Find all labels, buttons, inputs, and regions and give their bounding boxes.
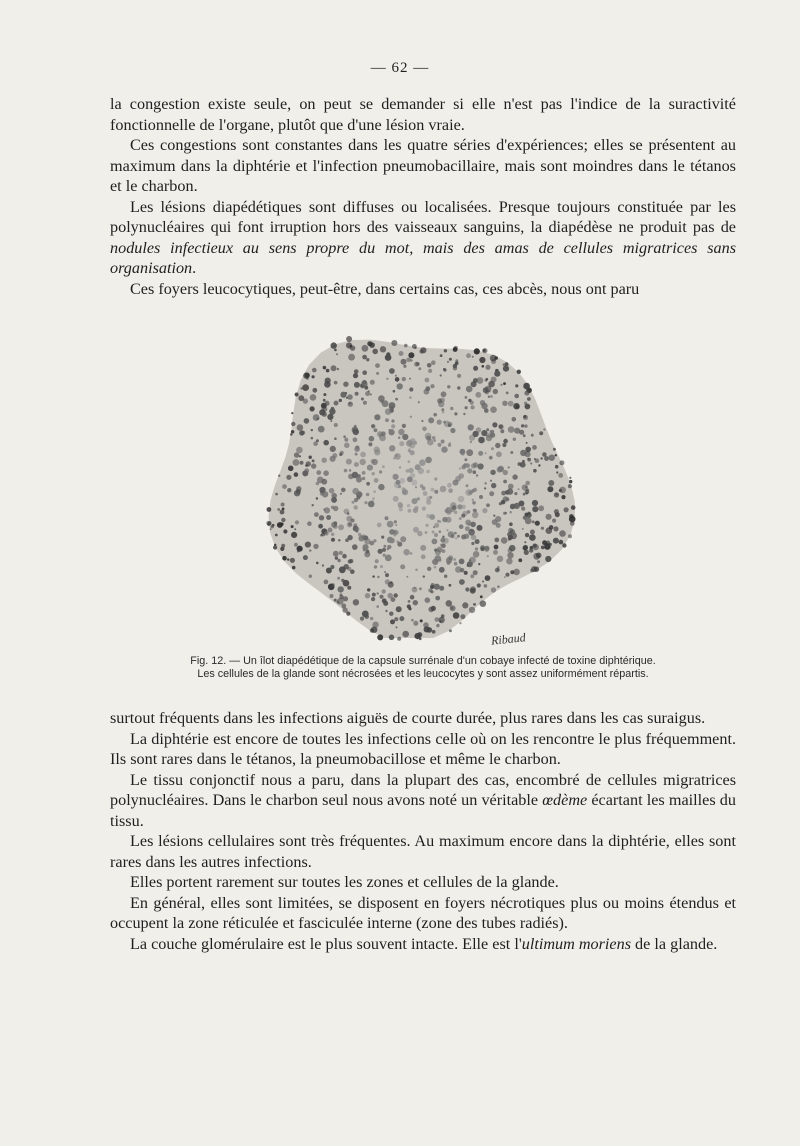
text-run: La couche glomérulaire est le plus souvent intacte. Elle est l' (130, 934, 522, 953)
paragraph: Elles portent rarement sur toutes les zones et cellules de la glande. (130, 873, 559, 891)
paragraph: La diphtérie est encore de toutes les infections celle où on les rencontre le plus fréquemment. Ils sont rares dans le tétanos, la pneumobacillose et même le charbon. (110, 729, 736, 768)
italic-text: nodules infectieux au sens propre du mot, mais des amas de cellules migratrices sans organisation (110, 238, 736, 277)
text-run: de la glande. (631, 934, 718, 953)
figure-caption (110, 655, 736, 681)
text-block-bottom (110, 708, 736, 954)
caption-line: Les cellules de la glande sont nécrosées et les leucocytes y sont assez uniformément répartis. (197, 668, 649, 680)
caption-line: Fig. 12. — Un îlot diapédétique de la capsule surrénale d'un cobaye infecté de toxine diphtérique. (190, 655, 656, 667)
italic-text: ultimum moriens (521, 934, 631, 953)
paragraph: En général, elles sont limitées, se disposent en foyers nécrotiques plus ou moins étendus et occupent la zone réticulée et fasciculée interne (zone des tubes radiés). (110, 893, 736, 932)
text-run: écartant les mailles du tissu. (110, 791, 736, 830)
paragraph: Ces foyers leucocytiques, peut-être, dans certains cas, ces abcès, nous ont paru (130, 279, 640, 298)
paragraph: la congestion existe seule, on peut se demander si elle n'est pas l'indice de la suractivité fonctionnelle de l'organe, plutôt que d'une lésion vraie. (110, 95, 736, 134)
paragraph: Ces congestions sont constantes dans les quatre séries d'expériences; elles se présentent au maximum dans la diphtérie et l'infection pneumobacillaire, mais sont moindres dans le tétanos et le charbon. (110, 136, 736, 195)
illustrator-signature: Ribaud (490, 630, 527, 648)
text-run: . (192, 259, 197, 277)
paragraph: surtout fréquents dans les infections aiguës de courte durée, plus rares dans les cas suraigus. (110, 709, 706, 727)
paragraph (110, 934, 736, 955)
paragraph (110, 197, 736, 279)
paragraph (110, 770, 736, 832)
micrograph-figure (258, 330, 576, 648)
page-number: — 62 — (370, 60, 430, 76)
text-block-top (110, 94, 736, 299)
text-run: Le tissu conjonctif nous a paru, dans la plupart des cas, encombré de cellules migratrices polynucléaires. Dans le charbon seul nous avons noté un véritable (110, 770, 736, 809)
paragraph: Les lésions cellulaires sont très fréquentes. Au maximum encore dans la diphtérie, elles sont rares dans les autres infections. (110, 832, 736, 871)
micrograph-image (258, 330, 576, 648)
text-run: Les lésions diapédétiques sont diffuses ou localisées. Presque toujours constituée par les polynucléaires qui font irruption hors des vaisseaux sanguins, la diapédèse ne produit pas de (110, 197, 736, 236)
italic-text: œdème (542, 791, 588, 809)
